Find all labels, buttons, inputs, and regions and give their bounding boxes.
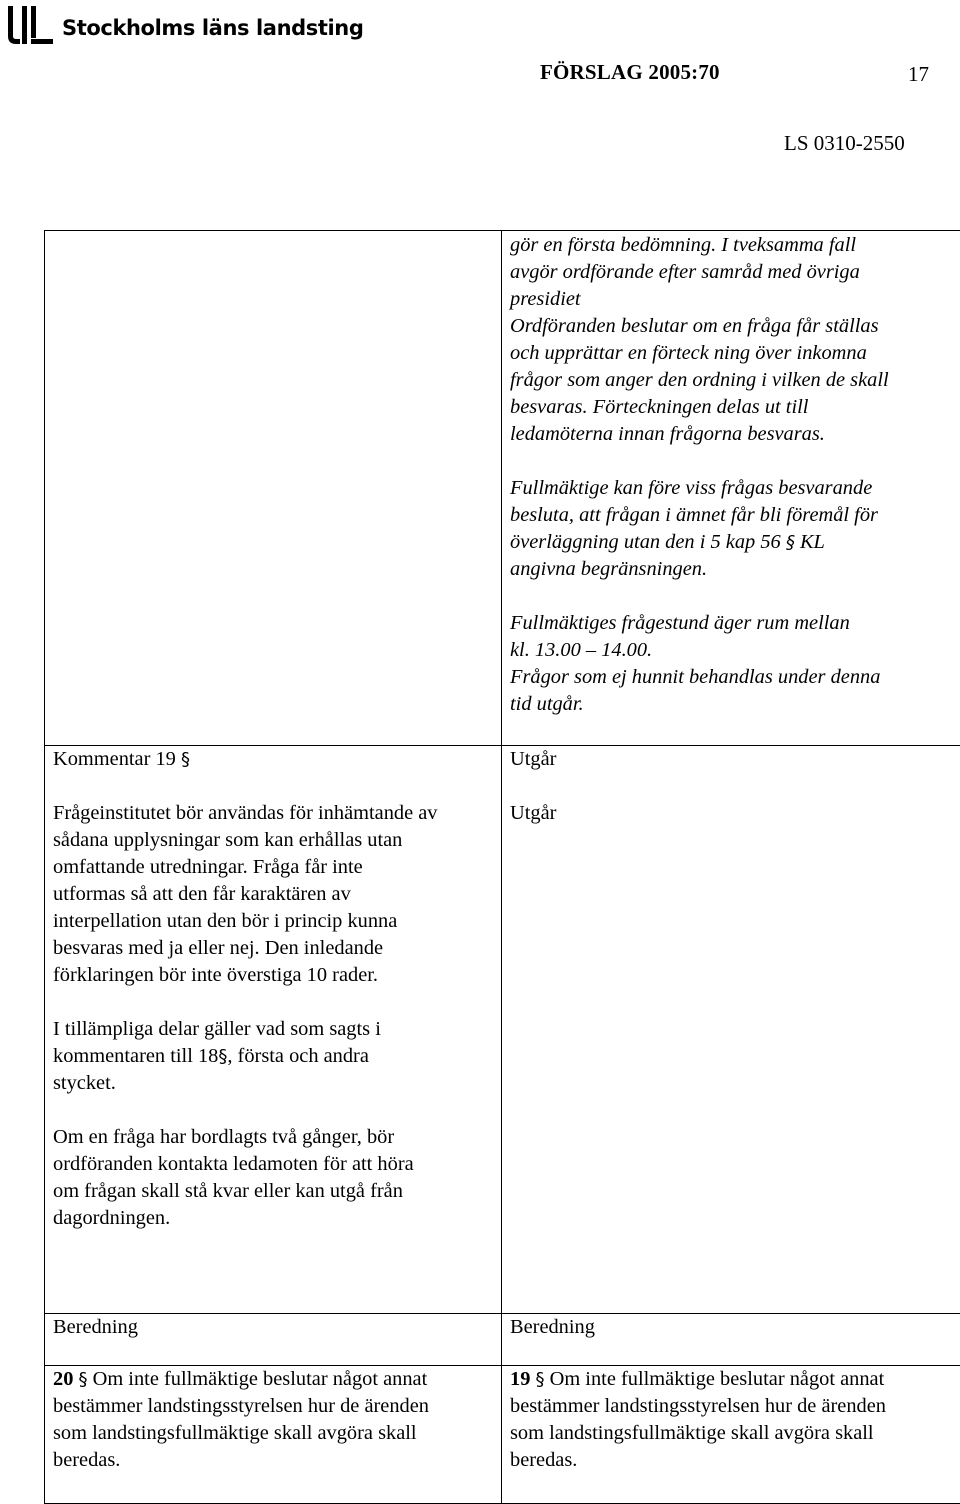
comment-heading	[53, 746, 493, 773]
right-cell-question-rules	[502, 231, 960, 746]
text-line: som landstingsfullmäktige skall avgöra skall	[53, 1422, 417, 1444]
text-line: Om inte fullmäktige beslutar något annat	[550, 1368, 885, 1390]
sll-logo-icon	[4, 4, 56, 46]
text-line: omfattande utredningar. Fråga får inte	[53, 856, 363, 878]
text-line: bestämmer landstingsstyrelsen hur de ärenden	[53, 1395, 429, 1417]
document-title: FÖRSLAG 2005:70	[540, 60, 720, 85]
text-line: presidiet	[510, 288, 581, 310]
text-line: utformas så att den får karaktären av	[53, 883, 351, 905]
text-line: tid utgår.	[510, 693, 584, 715]
text-line: beredas.	[510, 1449, 577, 1471]
text-line: ordföranden kontakta ledamoten för att höra	[53, 1153, 414, 1175]
section-sign: §	[786, 532, 795, 553]
question-time-paragraph	[510, 610, 952, 718]
text-line: frågor som anger den ordning i vilken de skall	[510, 369, 889, 391]
right-cell-paragraph	[502, 1366, 960, 1504]
text-line: Frågeinstitutet bör användas för inhämtande av	[53, 802, 437, 824]
text-line: Fullmäktige kan före viss frågas besvarande	[510, 477, 872, 499]
text-line: Frågor som ej hunnit behandlas under denna	[510, 666, 880, 688]
section-sign: §	[181, 749, 190, 770]
page-number: 17	[908, 62, 929, 87]
paragraph-number: 19	[510, 1368, 530, 1390]
comparison-table	[44, 230, 960, 1504]
text-line: I tillämpliga delar gäller vad som sagts i	[53, 1018, 381, 1040]
section-sign: §	[218, 1046, 227, 1067]
table-row	[45, 746, 960, 1314]
text-line: ledamöterna innan frågorna besvaras.	[510, 423, 825, 445]
text-line: besvaras. Förteckningen delas ut till	[510, 396, 808, 418]
text-line: beredas.	[53, 1449, 120, 1471]
removed-marker-2: Utgår	[510, 800, 952, 827]
section-sign: §	[79, 1369, 88, 1390]
text-line: som landstingsfullmäktige skall avgöra skall	[510, 1422, 874, 1444]
comment-heading-text: Kommentar 19	[53, 748, 176, 770]
text-line: interpellation utan den bör i princip kunna	[53, 910, 397, 932]
text-line: dagordningen.	[53, 1207, 170, 1229]
text-line: kommentaren till 18	[53, 1045, 218, 1067]
right-cell-heading	[502, 1314, 960, 1366]
beredning-heading-left: Beredning	[53, 1314, 493, 1341]
text-line: stycket.	[53, 1072, 116, 1094]
table-row	[45, 1366, 960, 1504]
text-line: besvaras med ja eller nej. Den inledande	[53, 937, 383, 959]
organization-logo	[4, 4, 363, 46]
left-cell-empty	[45, 231, 502, 746]
paragraph-19	[510, 1366, 952, 1474]
left-cell-heading	[45, 1314, 502, 1366]
text-line: Om en fråga har bordlagts två gånger, bör	[53, 1126, 394, 1148]
debate-paragraph	[510, 475, 952, 583]
comment-paragraph-1	[53, 800, 493, 989]
comment-paragraph-2	[53, 1016, 493, 1097]
text-line: Ordföranden beslutar om en fråga får ställas	[510, 315, 879, 337]
text-line: gör en första bedömning. I tveksamma fall	[510, 234, 856, 256]
section-sign: §	[536, 1369, 545, 1390]
table-row	[45, 1314, 960, 1366]
paragraph-20	[53, 1366, 493, 1474]
left-cell-comment	[45, 746, 502, 1314]
text-line: KL	[800, 531, 825, 553]
text-line: Om inte fullmäktige beslutar något annat	[93, 1368, 428, 1390]
left-cell-paragraph	[45, 1366, 502, 1504]
reference-number: LS 0310-2550	[784, 131, 905, 156]
beredning-heading-right: Beredning	[510, 1314, 952, 1341]
logo-text: Stockholms läns landsting	[62, 16, 363, 40]
text-line: Fullmäktiges frågestund äger rum mellan	[510, 612, 850, 634]
text-line: avgör ordförande efter samråd med övriga	[510, 261, 860, 283]
text-line: besluta, att frågan i ämnet får bli föremål för	[510, 504, 878, 526]
text-line: bestämmer landstingsstyrelsen hur de ärenden	[510, 1395, 886, 1417]
removed-marker-1: Utgår	[510, 746, 952, 773]
text-line: om frågan skall stå kvar eller kan utgå från	[53, 1180, 403, 1202]
text-line: överläggning utan den i 5 kap 56	[510, 531, 781, 553]
question-procedure-paragraph	[510, 232, 952, 448]
right-cell-comment	[502, 746, 960, 1314]
text-line: förklaringen bör inte överstiga 10 rader.	[53, 964, 378, 986]
paragraph-number: 20	[53, 1368, 73, 1390]
text-line: och upprättar en förteck ning över inkomna	[510, 342, 867, 364]
table-row	[45, 231, 960, 746]
text-line: sådana upplysningar som kan erhållas utan	[53, 829, 402, 851]
comment-paragraph-3	[53, 1124, 493, 1232]
text-line: kl. 13.00 – 14.00.	[510, 639, 652, 661]
text-line: angivna begränsningen.	[510, 558, 707, 580]
text-line: , första och andra	[227, 1045, 369, 1067]
